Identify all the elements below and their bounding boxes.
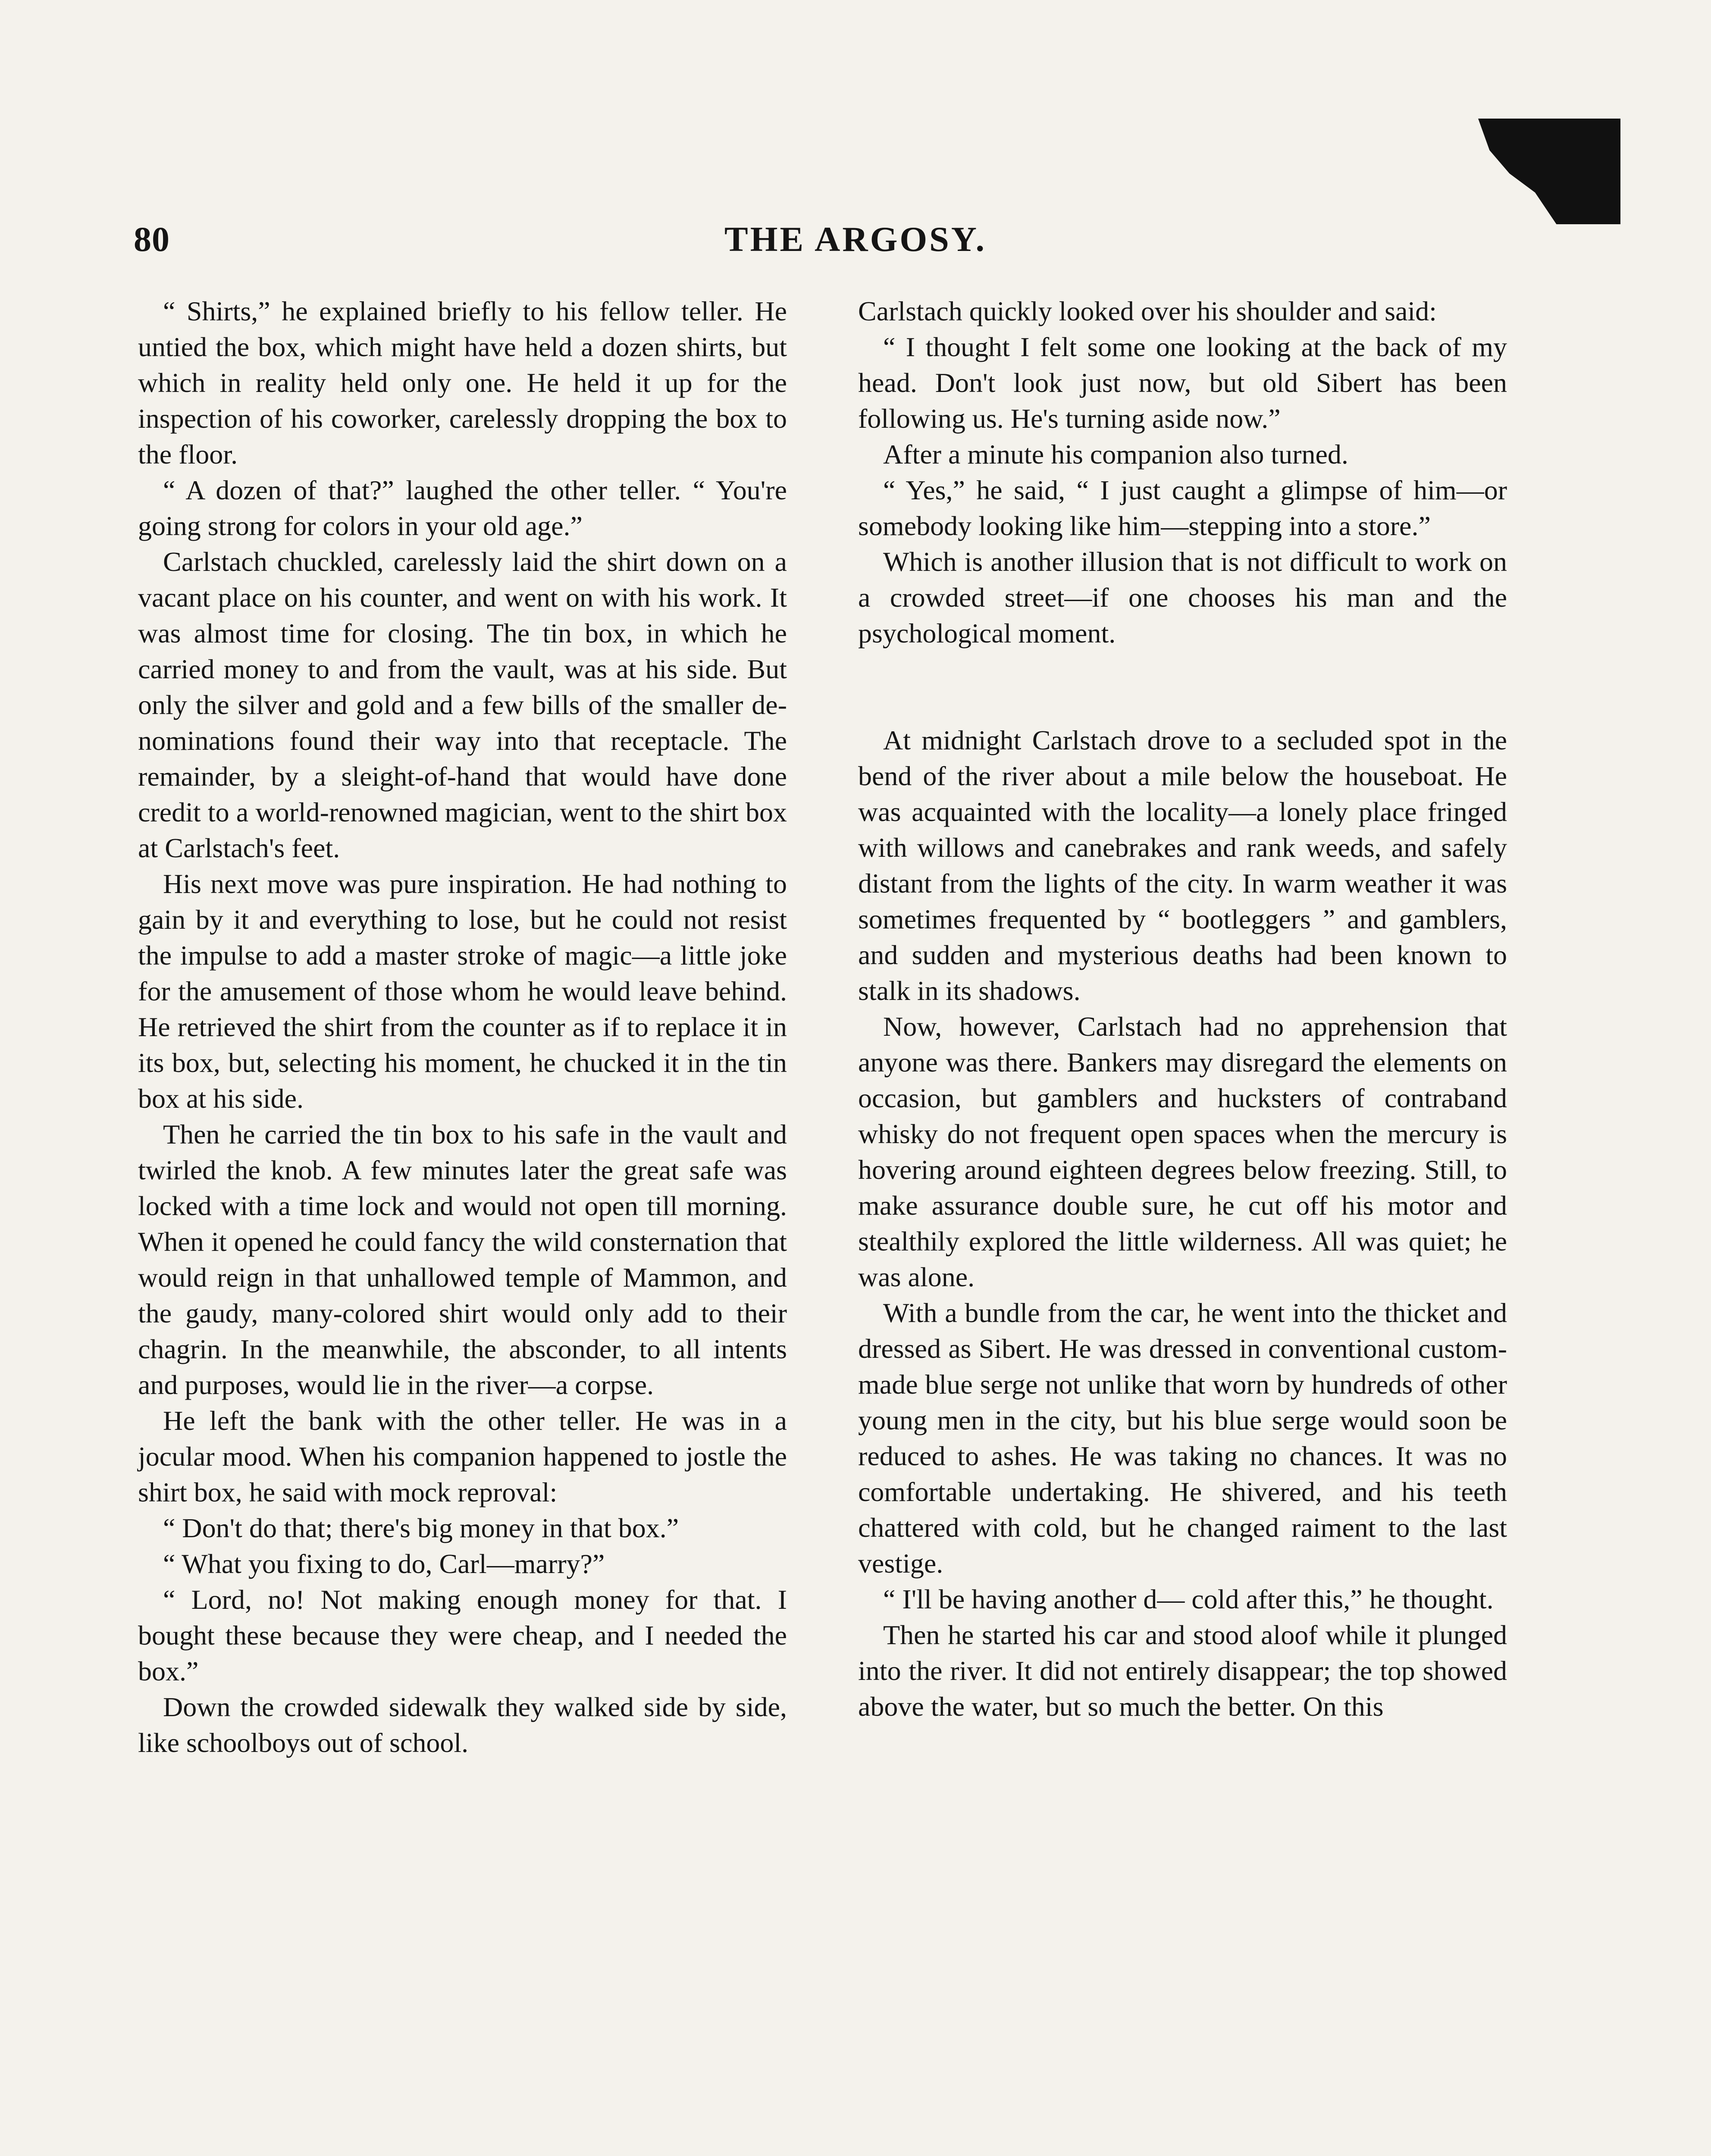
paragraph: Then he started his car and stood aloof while it plunged into the river. It did not entirely disappear; the top showed above the water, but so much the better. On this [858, 1620, 1507, 1722]
paragraph: “ Don't do that; there's big money in that box.” [163, 1513, 679, 1543]
paragraph: Down the crowded sidewalk they walked side by side, like schoolboys out of school. [138, 1692, 787, 1758]
page-number: 80 [134, 219, 170, 259]
paragraph: “ Shirts,” he explained briefly to his fellow teller. He untied the box, which might have held a dozen shirts, but which in reality held only one. He held it up for the inspection of his coworker, carelessly dropping the box to the floor. [138, 296, 787, 470]
paragraph: Now, however, Carlstach had no apprehension that anyone was there. Bankers may disregard the elements on occasion, but gamblers and hucksters of contraband whisky do not frequent open spaces when the mercury is hovering around eighteen degrees below freezing. Still, to make assurance double sure, he cut off his motor and stealthily explored the little wilderness. All was quiet; he was alone. [858, 1011, 1507, 1292]
paragraph: At midnight Carlstach drove to a secluded spot in the bend of the river about a mile below the houseboat. He was acquainted with the locality—a lonely place fringed with willows and canebrakes and rank weeds, and safely distant from the lights of the city. In warm weather it was sometimes frequented by “ bootleggers ” and gamblers, and sudden and mysterious deaths had been known to stalk in its shadows. [858, 725, 1507, 1006]
paragraph: “ What you fixing to do, Carl—marry?” [163, 1548, 605, 1579]
running-head: THE ARGOSY. [724, 219, 987, 259]
paragraph: Which is another illusion that is not difficult to work on a crowded street—if one chooses his man and the psychological moment. [858, 546, 1507, 649]
left-column [138, 293, 787, 1761]
scan-corner-mark [1478, 119, 1620, 224]
paragraph: Then he carried the tin box to his safe in the vault and twirled the knob. A few minutes later the great safe was locked with a time lock and would not open till morning. When it opened he could fancy the wild consternation that would reign in that unhallowed temple of Mammon, and the gaudy, many-colored shirt would only add to their chagrin. In the meanwhile, the absconder, to all intents and purposes, would lie in the river—a corpse. [138, 1119, 787, 1400]
paragraph: His next move was pure inspiration. He had nothing to gain by it and everything to lose, but he could not resist the impulse to add a master stroke of magic—a little joke for the amusement of those whom he would leave behind. He retrieved the shirt from the counter as if to replace it in its box, but, selecting his moment, he chucked it in the tin box at his side. [138, 868, 787, 1114]
paragraph: After a minute his companion also turned. [883, 439, 1348, 470]
paragraph: “ I'll be having another d— cold after this,” he thought. [883, 1584, 1494, 1614]
paragraph: “ I thought I felt some one looking at the back of my head. Don't look just now, but old Sibert has been following us. He's turning aside now.” [858, 332, 1507, 434]
paragraph: He left the bank with the other teller. He was in a jocular mood. When his companion happened to jostle the shirt box, he said with mock reproval: [138, 1405, 787, 1507]
paragraph: Carlstach quickly looked over his shoulder and said: [858, 296, 1437, 326]
paragraph: “ Lord, no! Not making enough money for that. I bought these because they were cheap, and I needed the box.” [138, 1584, 787, 1686]
paragraph: Carlstach chuckled, carelessly laid the shirt down on a vacant place on his counter, and went on with his work. It was almost time for closing. The tin box, in which he carried money to and from the vault, was at his side. But only the silver and gold and a few bills of the smaller denominations found their way into that receptacle. The remainder, by a sleight-of-hand that would have done credit to a world-renowned magician, went to the shirt box at Carlstach's feet. [138, 546, 787, 863]
paragraph: “ Yes,” he said, “ I just caught a glimpse of him—or somebody looking like him—stepping into a store.” [858, 475, 1507, 541]
right-column [858, 293, 1507, 1724]
paragraph: With a bundle from the car, he went into the thicket and dressed as Sibert. He was dressed in conventional custom-made blue serge not unlike that worn by hundreds of other young men in the city, but his blue serge would soon be reduced to ashes. He was taking no chances. It was no comfortable undertaking. He shivered, and his teeth chattered with cold, but he changed raiment to the last vestige. [858, 1297, 1507, 1579]
paragraph: “ A dozen of that?” laughed the other teller. “ You're going strong for colors in your old age.” [138, 475, 787, 541]
